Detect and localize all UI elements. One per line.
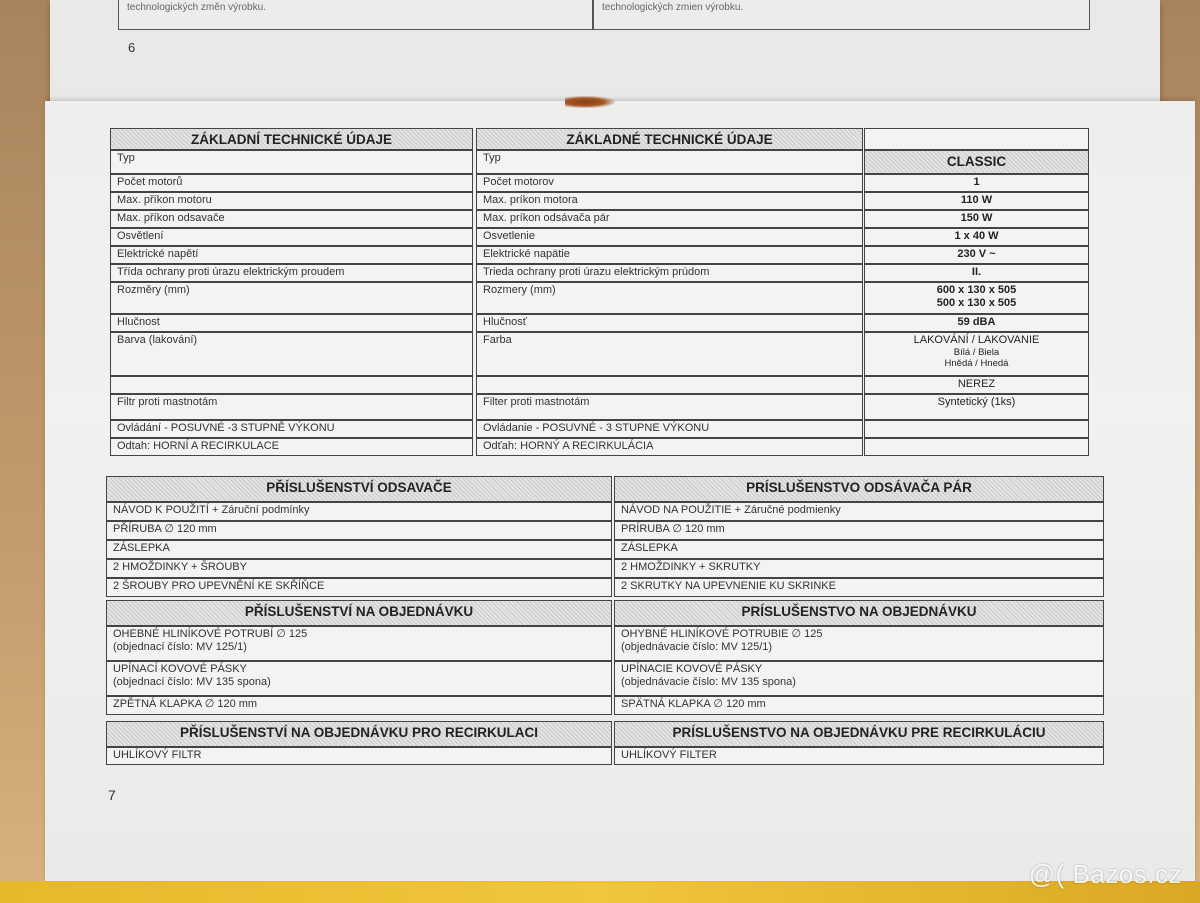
order-accessories-header-cz: PŘÍSLUŠENSTVÍ NA OBJEDNÁVKU	[106, 600, 612, 626]
order-accessories-row-sk: SPÄTNÁ KLAPKA ∅ 120 mm	[614, 696, 1104, 715]
spec-row-cz: Počet motorů	[110, 174, 473, 192]
spec-row-value: 230 V ~	[864, 246, 1089, 264]
spec-row-cz: Osvětlení	[110, 228, 473, 246]
spec-row-sk: Trieda ochrany proti úrazu elektrickým prúdom	[476, 264, 863, 282]
spec-row-value: NEREZ	[864, 376, 1089, 394]
previous-page-number: 6	[128, 40, 136, 55]
spec-row-sk: Rozmery (mm)	[476, 282, 863, 314]
accessories-row-cz: NÁVOD K POUŽITÍ + Záruční podmínky	[106, 502, 612, 521]
spec-row-cz	[110, 376, 473, 394]
accessories-row-sk: ZÁSLEPKA	[614, 540, 1104, 559]
spec-row-value: LAKOVÁNÍ / LAKOVANIE Bílá / Biela Hnědá / Hnedá	[864, 332, 1089, 376]
spec-row-cz: Max. příkon motoru	[110, 192, 473, 210]
spec-row-sk: Max. príkon odsávača pár	[476, 210, 863, 228]
spec-row-value: 1 x 40 W	[864, 228, 1089, 246]
accessories-row-cz: PŘÍRUBA ∅ 120 mm	[106, 521, 612, 540]
spec-row-sk: Farba	[476, 332, 863, 376]
spec-row-sk: Filter proti mastnotám	[476, 394, 863, 420]
accessories-header-cz: PŘÍSLUŠENSTVÍ ODSAVAČE	[106, 476, 612, 502]
spec-row-value: 1	[864, 174, 1089, 192]
previous-page	[50, 0, 1160, 104]
spec-row-sk: Typ	[476, 150, 863, 174]
accessories-header-sk: PRÍSLUŠENSTVO ODSÁVAČA PÁR	[614, 476, 1104, 502]
order-accessories-row-sk: OHYBNÉ HLINÍKOVÉ POTRUBIE ∅ 125 (objednávacie číslo: MV 125/1)	[614, 626, 1104, 661]
accessories-row-cz: 2 HMOŽDINKY + ŠROUBY	[106, 559, 612, 578]
order-accessories-header-sk: PRÍSLUŠENSTVO NA OBJEDNÁVKU	[614, 600, 1104, 626]
spec-row-cz: Ovládání - POSUVNÉ -3 STUPNĚ VÝKONU	[110, 420, 473, 438]
recirc-accessories-row-sk: UHLÍKOVÝ FILTER	[614, 747, 1104, 765]
order-accessories-row-cz: UPÍNACÍ KOVOVÉ PÁSKY (objednací číslo: MV 135 spona)	[106, 661, 612, 696]
recirc-accessories-header-cz: PŘÍSLUŠENSTVÍ NA OBJEDNÁVKU PRO RECIRKULACI	[106, 721, 612, 747]
accessories-row-sk: 2 HMOŽDINKY + SKRUTKY	[614, 559, 1104, 578]
spec-row-sk: Počet motorov	[476, 174, 863, 192]
stain	[565, 96, 615, 108]
watermark: @( Bazos.cz	[1028, 859, 1182, 889]
spec-row-sk: Ovládanie - POSUVNÉ - 3 STUPNE VÝKONU	[476, 420, 863, 438]
spec-header-cz: ZÁKLADNÍ TECHNICKÉ ÚDAJE	[110, 128, 473, 150]
spec-row-value: 110 W	[864, 192, 1089, 210]
page-number: 7	[108, 787, 116, 803]
spec-row-sk: Odťah: HORNÝ A RECIRKULÁCIA	[476, 438, 863, 456]
spec-row-cz: Max. příkon odsavače	[110, 210, 473, 228]
spec-row-sk: Max. príkon motora	[476, 192, 863, 210]
spec-row-cz: Třída ochrany proti úrazu elektrickým proudem	[110, 264, 473, 282]
spec-row-value: Syntetický (1ks)	[864, 394, 1089, 420]
spec-row-cz: Odtah: HORNÍ A RECIRKULACE	[110, 438, 473, 456]
accessories-row-sk: NÁVOD NA POUŽITIE + Záručné podmienky	[614, 502, 1104, 521]
spec-row-sk: Hlučnosť	[476, 314, 863, 332]
spec-row-sk: Osvetlenie	[476, 228, 863, 246]
order-accessories-row-cz: ZPĚTNÁ KLAPKA ∅ 120 mm	[106, 696, 612, 715]
spec-row-cz: Hlučnost	[110, 314, 473, 332]
accessories-row-sk: PRÍRUBA ∅ 120 mm	[614, 521, 1104, 540]
spec-row-value: 150 W	[864, 210, 1089, 228]
spec-row-cz: Elektrické napětí	[110, 246, 473, 264]
accessories-row-sk: 2 SKRUTKY NA UPEVNENIE KU SKRINKE	[614, 578, 1104, 597]
spec-row-value: 600 x 130 x 505 500 x 130 x 505	[864, 282, 1089, 314]
yellow-surface	[0, 881, 1200, 903]
spec-row-cz: Filtr proti mastnotám	[110, 394, 473, 420]
spec-row-value	[864, 438, 1089, 456]
spec-row-value	[864, 420, 1089, 438]
recirc-accessories-row-cz: UHLÍKOVÝ FILTR	[106, 747, 612, 765]
spec-header-sk: ZÁKLADNÉ TECHNICKÉ ÚDAJE	[476, 128, 863, 150]
spec-row-cz: Rozměry (mm)	[110, 282, 473, 314]
spec-row-value: 59 dBA	[864, 314, 1089, 332]
spec-header-value	[864, 128, 1089, 150]
accessories-row-cz: ZÁSLEPKA	[106, 540, 612, 559]
spec-row-value: II.	[864, 264, 1089, 282]
accessories-row-cz: 2 ŠROUBY PRO UPEVNĚNÍ KE SKŘÍŇCE	[106, 578, 612, 597]
spec-row-cz: Barva (lakování)	[110, 332, 473, 376]
recirc-accessories-header-sk: PRÍSLUŠENSTVO NA OBJEDNÁVKU PRE RECIRKULÁCIU	[614, 721, 1104, 747]
order-accessories-row-cz: OHEBNÉ HLINÍKOVÉ POTRUBÍ ∅ 125 (objednací číslo: MV 125/1)	[106, 626, 612, 661]
previous-page-right-text: technologických zmien výrobku.	[593, 0, 1090, 30]
previous-page-left-text: technologických změn výrobku.	[118, 0, 593, 30]
spec-row-sk	[476, 376, 863, 394]
spec-row-value: CLASSIC	[864, 150, 1089, 174]
order-accessories-row-sk: UPÍNACIE KOVOVÉ PÁSKY (objednávacie číslo: MV 135 spona)	[614, 661, 1104, 696]
spec-row-sk: Elektrické napätie	[476, 246, 863, 264]
spec-row-cz: Typ	[110, 150, 473, 174]
